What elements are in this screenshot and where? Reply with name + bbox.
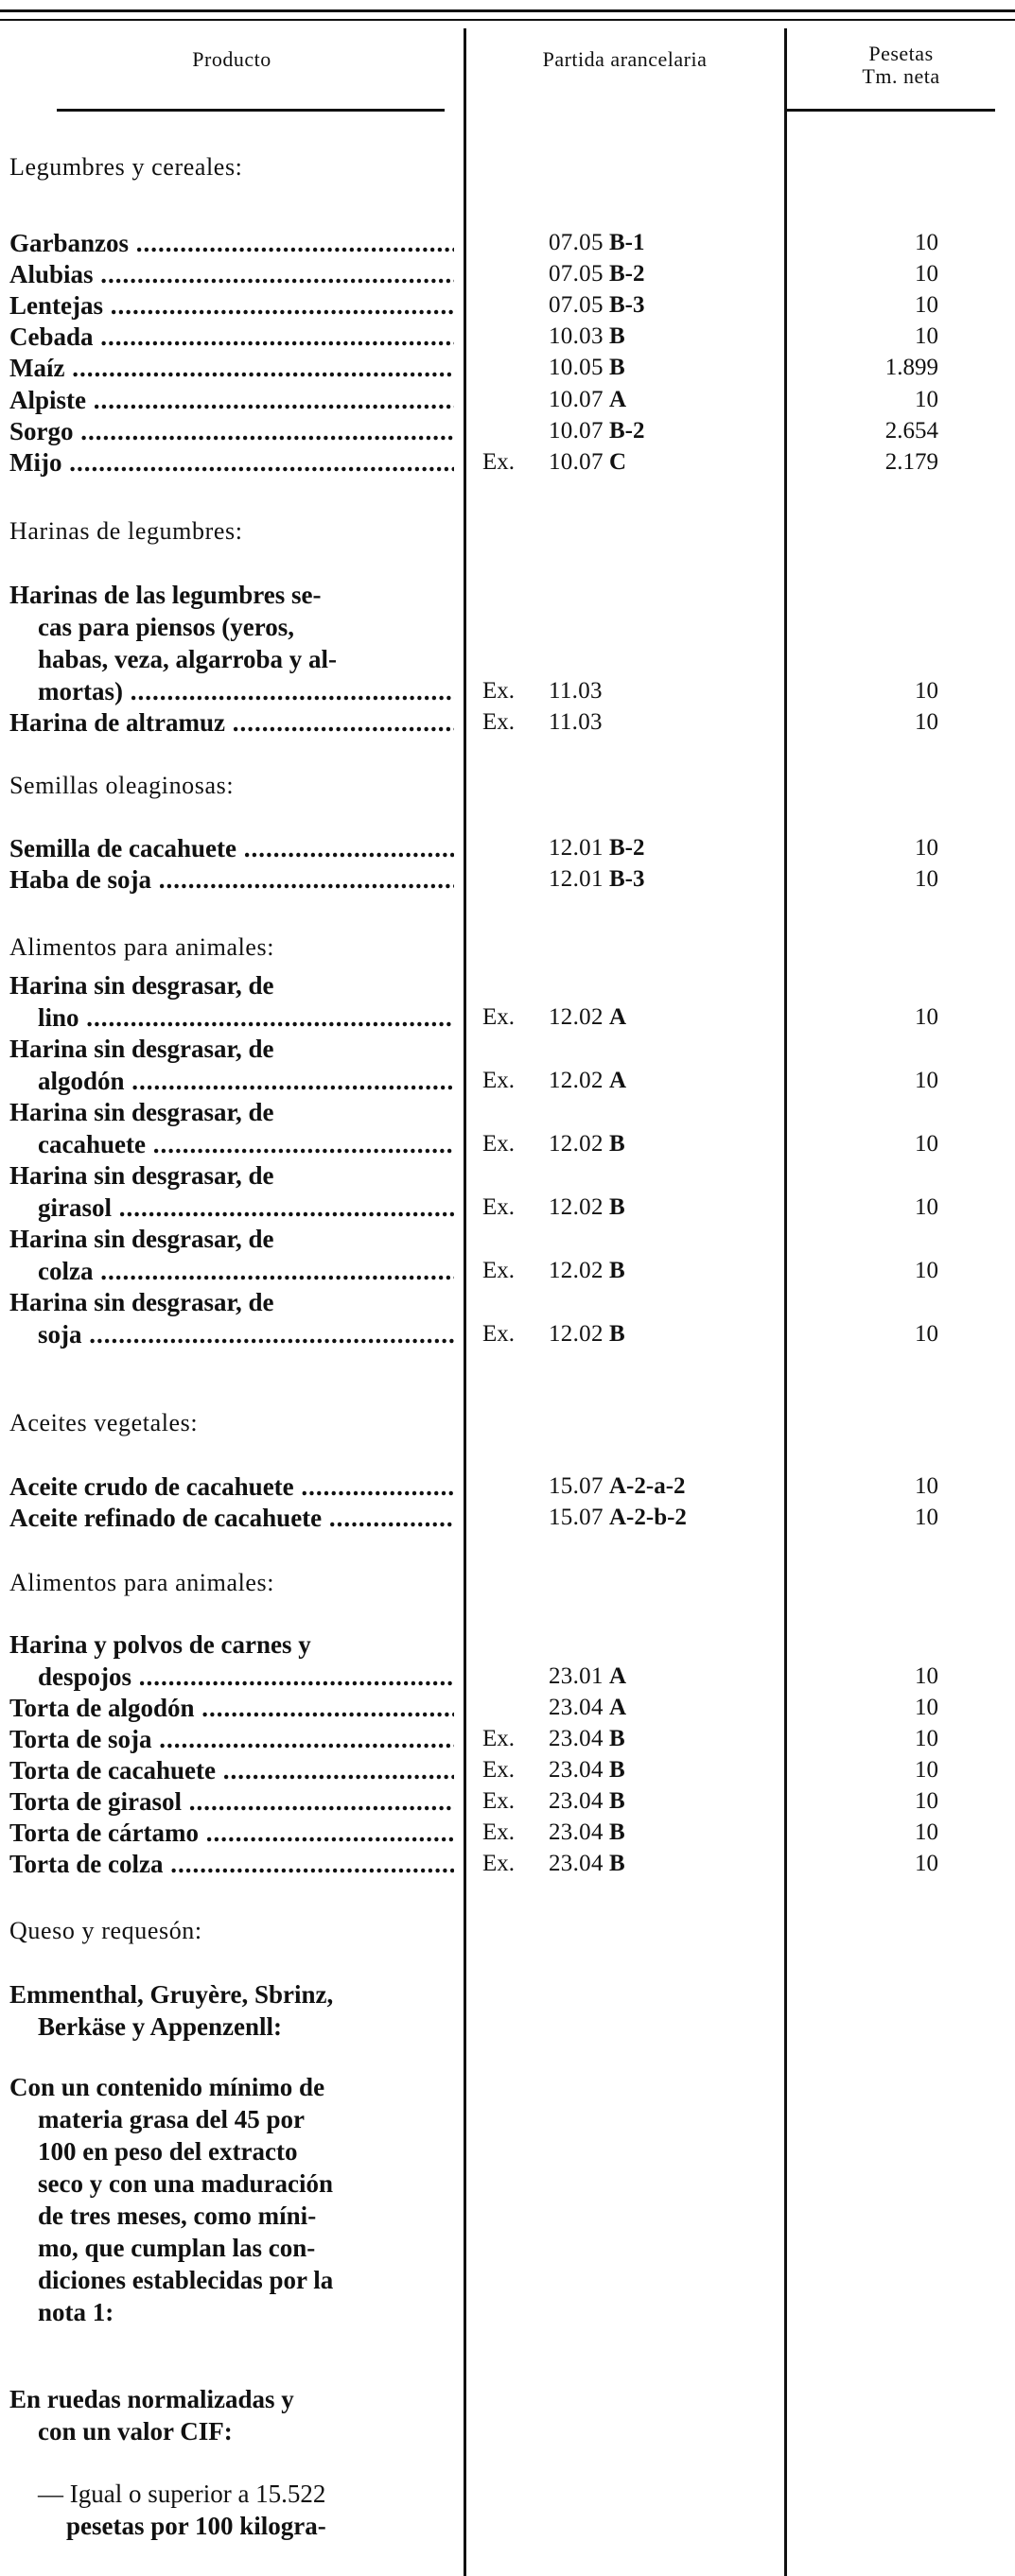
- partida-subcode: B: [609, 1757, 625, 1783]
- partida-code: 15.07: [549, 1473, 604, 1499]
- product-cell: colza .....: [38, 1255, 454, 1287]
- partida-cell: [482, 1692, 785, 1724]
- pesetas-cell: 10: [915, 292, 938, 318]
- table-row: [0, 1255, 1015, 1287]
- table-row: [0, 1785, 1015, 1818]
- partida-code: 23.04: [549, 1757, 604, 1783]
- product-cell: Haba de soja .....: [9, 863, 454, 896]
- partida-subcode: A: [609, 1068, 627, 1093]
- partida-subcode: B: [609, 1258, 625, 1283]
- paragraph-line: de tres meses, como míni-: [38, 2202, 317, 2230]
- product-text: Harina sin desgrasar, de: [9, 1288, 274, 1316]
- partida-code: 10.07: [549, 449, 604, 475]
- partida-cell: [482, 352, 785, 384]
- table-row: [0, 415, 1015, 447]
- product-cell: Semilla de cacahuete .....: [9, 832, 454, 864]
- table-row: [0, 1001, 1015, 1034]
- paragraph-ruedas: [9, 2383, 459, 2447]
- table-row: [0, 706, 1015, 739]
- section-title: Aceites vegetales:: [9, 1409, 199, 1436]
- partida-code: 23.01: [549, 1663, 604, 1689]
- partida-code: 12.02: [549, 1004, 604, 1030]
- partida-code: 23.04: [549, 1819, 604, 1845]
- partida-subcode: B-3: [609, 866, 645, 892]
- table-row: [0, 1065, 1015, 1097]
- paragraph-igual: [38, 2478, 459, 2542]
- partida-code: 15.07: [549, 1505, 604, 1530]
- paragraph-line: — Igual o superior a 15.522: [38, 2480, 326, 2508]
- partida-code: 12.01: [549, 866, 604, 892]
- partida-code: 07.05: [549, 292, 604, 318]
- table-row: [0, 352, 1015, 384]
- partida-code: 10.07: [549, 387, 604, 412]
- partida-cell: [482, 1128, 785, 1160]
- partida-cell: [482, 1848, 785, 1880]
- partida-cell: [482, 1817, 785, 1849]
- ex-marker: Ex.: [482, 1726, 516, 1751]
- product-text: Harina sin desgrasar, de: [9, 1098, 274, 1126]
- partida-cell: [482, 832, 785, 864]
- partida-subcode: C: [609, 449, 627, 475]
- partida-subcode: A-2-a-2: [609, 1473, 686, 1499]
- product-cell: Torta de colza .....: [9, 1848, 454, 1880]
- list-item: [0, 1096, 1015, 1128]
- pesetas-cell: 10: [915, 1004, 938, 1030]
- pesetas-cell: 10: [915, 866, 938, 892]
- partida-code: 23.04: [549, 1695, 604, 1720]
- pesetas-cell: 10: [915, 1505, 938, 1530]
- header-partida: Partida arancelaria: [542, 47, 708, 71]
- partida-subcode: B: [609, 323, 625, 349]
- header-pesetas-line2: Tm. neta: [862, 64, 940, 88]
- ex-marker: Ex.: [482, 1819, 516, 1845]
- pesetas-cell: 10: [915, 323, 938, 349]
- ex-marker: Ex.: [482, 678, 516, 704]
- product-cell: algodón .....: [38, 1065, 454, 1097]
- partida-subcode: B: [609, 1788, 625, 1814]
- ex-marker: Ex.: [482, 709, 516, 735]
- top-rule-2: [0, 19, 1015, 21]
- pesetas-cell: 10: [915, 1473, 938, 1499]
- partida-code: 12.01: [549, 835, 604, 861]
- list-item: [0, 1223, 1015, 1255]
- partida-cell: [482, 1255, 785, 1287]
- partida-code: 23.04: [549, 1726, 604, 1751]
- section-heading: [0, 1567, 1015, 1599]
- table-row: [0, 1692, 1015, 1724]
- product-cell: mortas) .....: [38, 675, 454, 707]
- product-cell: Aceite crudo de cacahuete .....: [9, 1471, 454, 1503]
- partida-subcode: A: [609, 1663, 627, 1689]
- product-cell: Sorgo .....: [9, 415, 454, 447]
- table-row: [0, 863, 1015, 896]
- ex-marker: Ex.: [482, 1004, 516, 1030]
- section-title: Alimentos para animales:: [9, 933, 275, 961]
- pesetas-cell: 10: [915, 261, 938, 287]
- section-title: Legumbres y cereales:: [9, 153, 243, 181]
- list-item: [0, 1033, 1015, 1065]
- partida-subcode: A: [609, 1004, 627, 1030]
- partida-cell: [482, 321, 785, 353]
- paragraph-line: con un valor CIF:: [38, 2417, 233, 2445]
- top-rule-1: [0, 9, 1015, 12]
- ex-marker: Ex.: [482, 1321, 516, 1347]
- partida-subcode: B: [609, 1819, 625, 1845]
- partida-code: 12.02: [549, 1131, 604, 1157]
- pesetas-cell: 10: [915, 1194, 938, 1220]
- product-text: Harina sin desgrasar, de: [9, 1161, 274, 1190]
- product-text: Harina sin desgrasar, de: [9, 1035, 274, 1063]
- partida-cell: [482, 227, 785, 259]
- ex-marker: Ex.: [482, 449, 516, 475]
- table-row: [0, 258, 1015, 290]
- ex-marker: Ex.: [482, 1757, 516, 1783]
- partida-cell: [482, 1502, 785, 1534]
- partida-subcode: B: [609, 1851, 625, 1876]
- partida-subcode: B-1: [609, 230, 645, 255]
- product-text: habas, veza, algarroba y al-: [38, 645, 337, 673]
- table-row: [0, 289, 1015, 322]
- partida-cell: [482, 384, 785, 416]
- paragraph-line: Con un contenido mínimo de: [9, 2073, 325, 2101]
- pesetas-cell: 10: [915, 1819, 938, 1845]
- product-cell: Aceite refinado de cacahuete .....: [9, 1502, 454, 1534]
- partida-cell: [482, 1065, 785, 1097]
- ex-marker: Ex.: [482, 1131, 516, 1157]
- section-heading: [0, 931, 1015, 964]
- table-row: [0, 1471, 1015, 1503]
- partida-cell: [482, 675, 785, 707]
- product-cell: Torta de girasol .....: [9, 1785, 454, 1818]
- section-title: Semillas oleaginosas:: [9, 772, 235, 799]
- pesetas-cell: 10: [915, 1663, 938, 1689]
- partida-subcode: B-3: [609, 292, 645, 318]
- pesetas-cell: 10: [915, 1131, 938, 1157]
- header-underline-3: [787, 109, 995, 112]
- paragraph-line: Emmenthal, Gruyère, Sbrinz,: [9, 1980, 334, 2009]
- partida-cell: [482, 289, 785, 322]
- ex-marker: Ex.: [482, 1068, 516, 1093]
- pesetas-cell: 10: [915, 1726, 938, 1751]
- paragraph-line: diciones establecidas por la: [38, 2266, 334, 2294]
- pesetas-cell: 10: [915, 1851, 938, 1876]
- partida-code: 07.05: [549, 261, 604, 287]
- partida-cell: [482, 1723, 785, 1755]
- partida-cell: [482, 1318, 785, 1350]
- product-cell: Garbanzos .....: [9, 227, 454, 259]
- pesetas-cell: 10: [915, 1788, 938, 1814]
- partida-subcode: B: [609, 1194, 625, 1220]
- pesetas-cell: 10: [915, 1321, 938, 1347]
- product-cell: Mijo .....: [9, 446, 454, 479]
- list-item: [0, 579, 1015, 611]
- partida-cell: [482, 1785, 785, 1818]
- table-row: [0, 675, 1015, 707]
- partida-subcode: B: [609, 1131, 625, 1157]
- partida-subcode: B-2: [609, 835, 645, 861]
- ex-marker: Ex.: [482, 1788, 516, 1814]
- partida-code: 07.05: [549, 230, 604, 255]
- partida-subcode: B: [609, 1726, 625, 1751]
- header-producto: Producto: [192, 47, 271, 71]
- list-item: [0, 643, 1015, 675]
- paragraph-line: mo, que cumplan las con-: [38, 2234, 316, 2262]
- partida-code: 12.02: [549, 1068, 604, 1093]
- ex-marker: Ex.: [482, 1851, 516, 1876]
- partida-cell: [482, 863, 785, 896]
- partida-code: 12.02: [549, 1194, 604, 1220]
- partida-code: 11.03: [549, 709, 603, 735]
- partida-code: 12.02: [549, 1321, 604, 1347]
- product-cell: Torta de soja .....: [9, 1723, 454, 1755]
- section-heading: [0, 1407, 1015, 1439]
- paragraph-contenido: [9, 2071, 459, 2328]
- partida-code: 23.04: [549, 1851, 604, 1876]
- product-cell: girasol .....: [38, 1192, 454, 1224]
- product-cell: Harina de altramuz .....: [9, 706, 454, 739]
- product-cell: Torta de algodón .....: [9, 1692, 454, 1724]
- table-row: [0, 1661, 1015, 1693]
- paragraph-line: En ruedas normalizadas y: [9, 2385, 294, 2413]
- product-cell: Maíz .....: [9, 352, 454, 384]
- table-row: [0, 1192, 1015, 1224]
- product-cell: despojos .....: [38, 1661, 454, 1693]
- partida-subcode: B-2: [609, 418, 645, 444]
- section-title: Alimentos para animales:: [9, 1569, 275, 1596]
- pesetas-cell: 2.654: [884, 418, 938, 444]
- product-cell: cacahuete .....: [38, 1128, 454, 1160]
- table-row: [0, 384, 1015, 416]
- product-cell: Alubias .....: [9, 258, 454, 290]
- section-title: Harinas de legumbres:: [9, 517, 243, 545]
- paragraph-line: pesetas por 100 kilogra-: [66, 2512, 326, 2540]
- section-heading: [0, 151, 1015, 183]
- product-cell: Torta de cacahuete .....: [9, 1754, 454, 1786]
- product-cell: soja .....: [38, 1318, 454, 1350]
- list-item: [0, 969, 1015, 1001]
- table-row: [0, 1754, 1015, 1786]
- partida-cell: [482, 415, 785, 447]
- partida-code: 10.05: [549, 355, 604, 380]
- partida-subcode: B: [609, 355, 625, 380]
- pesetas-cell: 10: [915, 709, 938, 735]
- pesetas-cell: 10: [915, 1068, 938, 1093]
- table-row: [0, 227, 1015, 259]
- table-row: [0, 446, 1015, 479]
- product-cell: Lentejas .....: [9, 289, 454, 322]
- partida-subcode: A: [609, 1695, 627, 1720]
- partida-code: 10.03: [549, 323, 604, 349]
- paragraph-line: seco y con una maduración: [38, 2169, 334, 2198]
- table-row: [0, 321, 1015, 353]
- header-pesetas-line1: Pesetas: [868, 42, 934, 65]
- table-row: [0, 1848, 1015, 1880]
- product-cell: Alpiste .....: [9, 384, 454, 416]
- partida-subcode: B-2: [609, 261, 645, 287]
- product-cell: Torta de cártamo .....: [9, 1817, 454, 1849]
- table-row: [0, 1128, 1015, 1160]
- header-pesetas: [787, 43, 1015, 88]
- partida-cell: [482, 1661, 785, 1693]
- header-underline-1: [57, 109, 445, 112]
- ex-marker: Ex.: [482, 1258, 516, 1283]
- paragraph-line: materia grasa del 45 por: [38, 2105, 305, 2133]
- partida-cell: [482, 1001, 785, 1034]
- partida-subcode: A-2-b-2: [609, 1505, 687, 1530]
- table-row: [0, 1723, 1015, 1755]
- product-cell: lino .....: [38, 1001, 454, 1034]
- table-row: [0, 1318, 1015, 1350]
- list-item: [0, 1159, 1015, 1192]
- partida-cell: [482, 706, 785, 739]
- pesetas-cell: 10: [915, 230, 938, 255]
- table-row: [0, 1817, 1015, 1849]
- partida-code: 10.07: [549, 418, 604, 444]
- section-heading: [0, 770, 1015, 802]
- pesetas-cell: 10: [915, 1757, 938, 1783]
- partida-code: 12.02: [549, 1258, 604, 1283]
- list-item: [0, 1286, 1015, 1318]
- partida-cell: [482, 258, 785, 290]
- partida-code: 11.03: [549, 678, 603, 704]
- paragraph-line: nota 1:: [38, 2298, 114, 2326]
- partida-code: 23.04: [549, 1788, 604, 1814]
- paragraph-line: Berkäse y Appenzenll:: [38, 2012, 283, 2041]
- product-text: Harinas de las legumbres se-: [9, 581, 322, 609]
- paragraph-emmenthal: [9, 1978, 459, 2043]
- pesetas-cell: 10: [915, 1258, 938, 1283]
- section-heading: [0, 1915, 1015, 1947]
- ex-marker: Ex.: [482, 1194, 516, 1220]
- list-item: [0, 611, 1015, 643]
- pesetas-cell: 1.899: [884, 355, 938, 380]
- product-text: Harina y polvos de carnes y: [9, 1630, 311, 1659]
- table-row: [0, 1502, 1015, 1534]
- section-heading: [0, 515, 1015, 548]
- list-item: [0, 1628, 1015, 1661]
- section-title: Queso y requesón:: [9, 1917, 202, 1944]
- pesetas-cell: 10: [915, 835, 938, 861]
- product-text: Harina sin desgrasar, de: [9, 1225, 274, 1253]
- partida-subcode: A: [609, 387, 627, 412]
- partida-cell: [482, 446, 785, 479]
- partida-subcode: B: [609, 1321, 625, 1347]
- partida-cell: [482, 1192, 785, 1224]
- product-text: Harina sin desgrasar, de: [9, 971, 274, 1000]
- paragraph-line: 100 en peso del extracto: [38, 2137, 298, 2166]
- pesetas-cell: 10: [915, 1695, 938, 1720]
- table-row: [0, 832, 1015, 864]
- partida-cell: [482, 1471, 785, 1503]
- product-text: cas para piensos (yeros,: [38, 613, 295, 641]
- pesetas-cell: 10: [915, 678, 938, 704]
- pesetas-cell: 2.179: [884, 449, 938, 475]
- pesetas-cell: 10: [915, 387, 938, 412]
- partida-cell: [482, 1754, 785, 1786]
- product-cell: Cebada .....: [9, 321, 454, 353]
